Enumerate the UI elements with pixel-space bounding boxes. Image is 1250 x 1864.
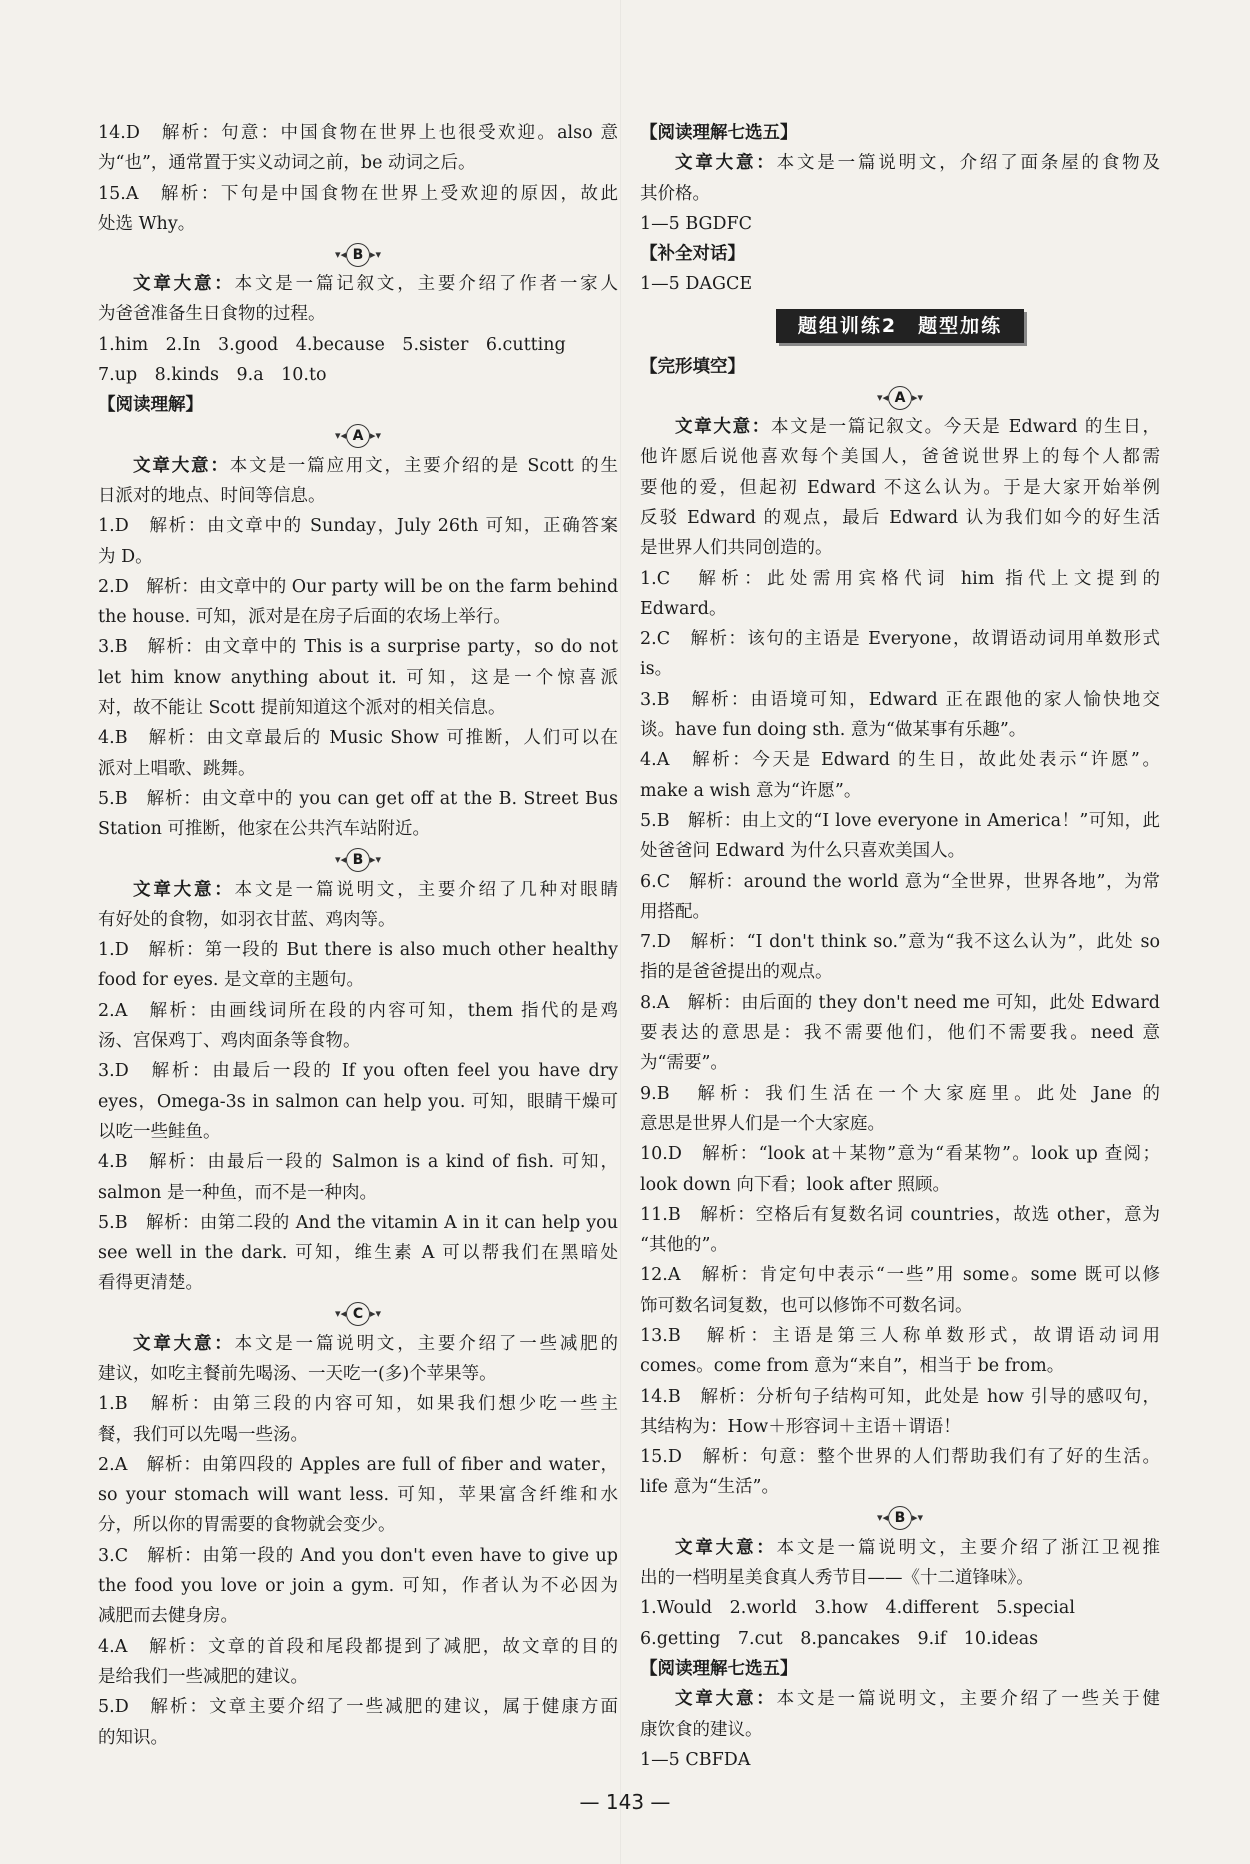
- text-line: 是给我们一些减肥的建议。: [98, 1666, 308, 1687]
- text-line: 其价格。: [640, 183, 710, 204]
- section-marker: [640, 1503, 1160, 1533]
- text-line: 对，故不能让 Scott 提前知道这个派对的相关信息。: [98, 698, 506, 719]
- section-marker: [98, 239, 618, 269]
- text-line: 的知识。: [98, 1727, 168, 1748]
- text-line: 1.D 解析：第一段的 But there is also much other healthy: [98, 940, 618, 961]
- section-banner: [640, 304, 1160, 348]
- text-line: 2.A 解析：由第四段的 Apples are full of fiber and water，: [98, 1454, 618, 1475]
- text-line: 有好处的食物，如羽衣甘蓝、鸡肉等。: [98, 909, 396, 930]
- text-line: the house. 可知，派对是在房子后面的农场上举行。: [98, 607, 511, 628]
- section-marker: [640, 382, 1160, 412]
- text-line: 4.B 解析：由文章最后的 Music Show 可推断，人们可以在: [98, 728, 618, 749]
- summary-label: 文章大意：: [675, 1537, 777, 1558]
- text-line: 1.C 解析：此处需用宾格代词 him 指代上文提到的: [640, 568, 1160, 589]
- text-line: 文章大意：本文是一篇记叙文。今天是 Edward 的生日，: [675, 417, 1160, 438]
- banner-title: 题组训练2 题型加练: [776, 309, 1024, 343]
- text-line: 要他的爱，但起初 Edward 不这么认为。于是大家开始举例: [640, 477, 1160, 498]
- text-line: 14.B 解析：分析句子结构可知，此处是 how 引导的感叹句，: [640, 1386, 1160, 1407]
- section-heading: 【完形填空】: [640, 356, 745, 377]
- text-line: let him know anything about it. 可知，这是一个惊喜派: [98, 667, 618, 688]
- text-line: 处爸爸问 Edward 为什么只喜欢美国人。: [640, 841, 966, 862]
- section-letter: B: [888, 1506, 912, 1530]
- text-line: 谈。have fun doing sth. 意为“做某事有乐趣”。: [640, 720, 1027, 741]
- text-line: 2.C 解析：该句的主语是 Everyone，故谓语动词用单数形式: [640, 629, 1160, 650]
- text-line: 为爸爸准备生日食物的过程。: [98, 304, 326, 325]
- text-line: “其他的”。: [640, 1235, 728, 1256]
- text-line: 分，所以你的胃需要的食物就会变少。: [98, 1515, 396, 1536]
- text-line: 12.A 解析：肯定句中表示“一些”用 some。some 既可以修: [640, 1265, 1160, 1286]
- text-line: 1—5 BGDFC: [640, 213, 753, 234]
- text-line: 饰可数名词复数，也可以修饰不可数名词。: [640, 1295, 973, 1316]
- text-line: 其结构为：How＋形容词＋主语＋谓语！: [640, 1416, 961, 1437]
- text-line: 反驳 Edward 的观点，最后 Edward 认为我们如今的好生活: [640, 507, 1160, 528]
- text-line: 文章大意：本文是一篇应用文，主要介绍的是 Scott 的生: [133, 455, 618, 476]
- section-heading: 【阅读理解七选五】: [640, 123, 798, 143]
- ornament-icon: ▾◂: [876, 1511, 888, 1525]
- summary-label: 文章大意：: [133, 455, 230, 476]
- section-letter: B: [346, 848, 370, 872]
- summary-label: 文章大意：: [675, 153, 777, 174]
- section-heading: 【补全对话】: [640, 244, 745, 265]
- text-line: 8.A 解析：由后面的 they don't need me 可知，此处 Edward: [640, 992, 1160, 1013]
- summary-label: 文章大意：: [675, 417, 772, 438]
- text-line: 3.D 解析：由最后一段的 If you often feel you have dry: [98, 1061, 618, 1082]
- text-line: 1.Would 2.world 3.how 4.different 5.special: [640, 1598, 1075, 1619]
- text-line: 指的是爸爸提出的观点。: [640, 962, 833, 983]
- text-line: 5.D 解析：文章主要介绍了一些减肥的建议，属于健康方面: [98, 1697, 618, 1718]
- section-marker: [98, 845, 618, 875]
- ornament-icon: ▾◂: [334, 853, 346, 867]
- section-heading: 【阅读理解七选五】: [640, 1658, 798, 1679]
- text-line: 3.B 解析：由文章中的 This is a surprise party，so do not: [98, 637, 618, 658]
- text-line: 1.him 2.In 3.good 4.because 5.sister 6.cutting: [98, 334, 566, 355]
- text-line: 看得更清楚。: [98, 1273, 203, 1294]
- text-line: 派对上唱歌、跳舞。: [98, 758, 256, 779]
- section-marker: [98, 1299, 618, 1329]
- text-line: 文章大意：本文是一篇说明文，主要介绍了一些减肥的: [133, 1333, 618, 1354]
- text-line: 3.C 解析：由第一段的 And you don't even have to give up: [98, 1545, 618, 1566]
- text-line: 日派对的地点、时间等信息。: [98, 485, 326, 506]
- text-line: 以吃一些鲑鱼。: [98, 1121, 221, 1142]
- text-line: 处选 Why。: [98, 213, 196, 234]
- text-line: 6.getting 7.cut 8.pancakes 9.if 10.ideas: [640, 1628, 1039, 1649]
- text-line: Edward。: [640, 598, 727, 619]
- text-line: 2.A 解析：由画线词所在段的内容可知，them 指代的是鸡: [98, 1000, 618, 1021]
- text-line: 10.D 解析：“look at＋某物”意为“看某物”。look up 查阅；: [640, 1144, 1160, 1165]
- text-line: 文章大意：本文是一篇说明文，介绍了面条屋的食物及: [675, 153, 1160, 174]
- text-line: 4.B 解析：由最后一段的 Salmon is a kind of fish. 可知，: [98, 1152, 618, 1173]
- ornament-icon: ▸▾: [912, 390, 924, 404]
- ornament-icon: ▸▾: [370, 1307, 382, 1321]
- text-line: 康饮食的建议。: [640, 1719, 763, 1740]
- text-line: 4.A 解析：文章的首段和尾段都提到了减肥，故文章的目的: [98, 1636, 618, 1657]
- text-line: 11.B 解析：空格后有复数名词 countries，故选 other，意为: [640, 1204, 1160, 1225]
- text-line: 为“也”，通常置于实义动词之前，be 动词之后。: [98, 153, 476, 174]
- summary-label: 文章大意：: [133, 274, 235, 295]
- ornament-icon: ▸▾: [370, 429, 382, 443]
- page-number: — 143 —: [579, 1790, 671, 1814]
- text-line: 汤、宫保鸡丁、鸡肉面条等食物。: [98, 1031, 361, 1052]
- text-line: 9.B 解析：我们生活在一个大家庭里。此处 Jane 的: [640, 1083, 1160, 1104]
- text-line: 1.B 解析：由第三段的内容可知，如果我们想少吃一些主: [98, 1394, 618, 1415]
- text-line: 3.B 解析：由语境可知，Edward 正在跟他的家人愉快地交: [640, 689, 1160, 710]
- text-line: 出的一档明星美食真人秀节目——《十二道锋味》。: [640, 1568, 1034, 1589]
- text-line: 2.D 解析：由文章中的 Our party will be on the farm behind: [98, 576, 618, 597]
- summary-label: 文章大意：: [133, 879, 235, 900]
- section-letter: C: [346, 1302, 370, 1326]
- text-line: 1—5 CBFDA: [640, 1749, 751, 1770]
- text-line: life 意为“生活”。: [640, 1477, 779, 1498]
- text-line: 文章大意：本文是一篇记叙文，主要介绍了作者一家人: [133, 274, 618, 295]
- text-line: make a wish 意为“许愿”。: [640, 780, 862, 801]
- text-line: 15.D 解析：句意：整个世界的人们帮助我们有了好的生活。: [640, 1447, 1160, 1468]
- text-line: 文章大意：本文是一篇说明文，主要介绍了浙江卫视推: [675, 1537, 1160, 1558]
- text-line: 13.B 解析：主语是第三人称单数形式，故谓语动词用: [640, 1325, 1160, 1346]
- ornament-icon: ▸▾: [370, 247, 382, 261]
- text-line: 7.D 解析：“I don't think so.”意为“我不这么认为”，此处 so: [640, 932, 1160, 953]
- left-column: [98, 118, 618, 1753]
- ornament-icon: ▾◂: [334, 1307, 346, 1321]
- text-line: 4.A 解析：今天是 Edward 的生日，故此处表示“许愿”。: [640, 750, 1160, 771]
- section-heading: 【阅读理解】: [98, 395, 203, 416]
- summary-label: 文章大意：: [675, 1689, 777, 1710]
- section-letter: A: [888, 386, 912, 410]
- text-line: 为 D。: [98, 546, 153, 567]
- text-line: 餐，我们可以先喝一些汤。: [98, 1424, 308, 1445]
- text-line: 5.B 解析：由第二段的 And the vitamin A in it can help you: [98, 1212, 618, 1233]
- text-line: see well in the dark. 可知，维生素 A 可以帮我们在黑暗处: [98, 1243, 618, 1264]
- text-line: 5.B 解析：由文章中的 you can get off at the B. Street Bus: [98, 788, 618, 809]
- text-line: 文章大意：本文是一篇说明文，主要介绍了几种对眼睛: [133, 879, 618, 900]
- text-line: 是世界人们共同创造的。: [640, 538, 833, 559]
- text-line: 建议，如吃主餐前先喝汤、一天吃一(多)个苹果等。: [98, 1363, 497, 1384]
- section-marker: [98, 421, 618, 451]
- ornament-icon: ▸▾: [370, 853, 382, 867]
- text-line: comes。come from 意为“来自”，相当于 be from。: [640, 1356, 1065, 1377]
- text-line: Station 可推断，他家在公共汽车站附近。: [98, 819, 430, 840]
- text-line: is。: [640, 659, 673, 680]
- text-line: 减肥而去健身房。: [98, 1606, 238, 1627]
- column-divider: [620, 0, 621, 1864]
- text-line: 文章大意：本文是一篇说明文，主要介绍了一些关于健: [675, 1689, 1160, 1710]
- text-line: 用搭配。: [640, 901, 710, 922]
- text-line: eyes，Omega-3s in salmon can help you. 可知，眼睛干燥可: [98, 1091, 618, 1112]
- text-line: 要表达的意思是：我不需要他们，他们不需要我。need 意: [640, 1023, 1160, 1044]
- text-line: 1—5 DAGCE: [640, 274, 753, 295]
- text-line: 14.D 解析：句意：中国食物在世界上也很受欢迎。also 意: [98, 123, 618, 143]
- text-line: salmon 是一种鱼，而不是一种肉。: [98, 1182, 377, 1203]
- section-letter: B: [346, 243, 370, 267]
- text-line: food for eyes. 是文章的主题句。: [98, 970, 364, 991]
- ornament-icon: ▾◂: [876, 390, 888, 404]
- text-line: 为“需要”。: [640, 1053, 728, 1074]
- right-column: [640, 118, 1160, 1775]
- summary-label: 文章大意：: [133, 1333, 235, 1354]
- text-line: 意思是世界人们是一个大家庭。: [640, 1113, 885, 1134]
- text-line: 5.B 解析：由上文的“I love everyone in America！”可知，此: [640, 810, 1160, 831]
- text-line: 他许愿后说他喜欢每个美国人，爸爸说世界上的每个人都需: [640, 447, 1160, 468]
- text-line: the food you love or join a gym. 可知，作者认为不必因为: [98, 1576, 618, 1597]
- text-line: 6.C 解析：around the world 意为“全世界，世界各地”，为常: [640, 871, 1160, 892]
- ornament-icon: ▾◂: [334, 429, 346, 443]
- text-line: so your stomach will want less. 可知，苹果富含纤维和水: [98, 1485, 618, 1506]
- ornament-icon: ▾◂: [334, 247, 346, 261]
- text-line: 1.D 解析：由文章中的 Sunday，July 26th 可知，正确答案: [98, 516, 618, 537]
- text-line: look down 向下看；look after 照顾。: [640, 1174, 950, 1195]
- text-line: 15.A 解析：下句是中国食物在世界上受欢迎的原因，故此: [98, 183, 618, 204]
- section-letter: A: [346, 424, 370, 448]
- text-line: 7.up 8.kinds 9.a 10.to: [98, 365, 327, 386]
- ornament-icon: ▸▾: [912, 1511, 924, 1525]
